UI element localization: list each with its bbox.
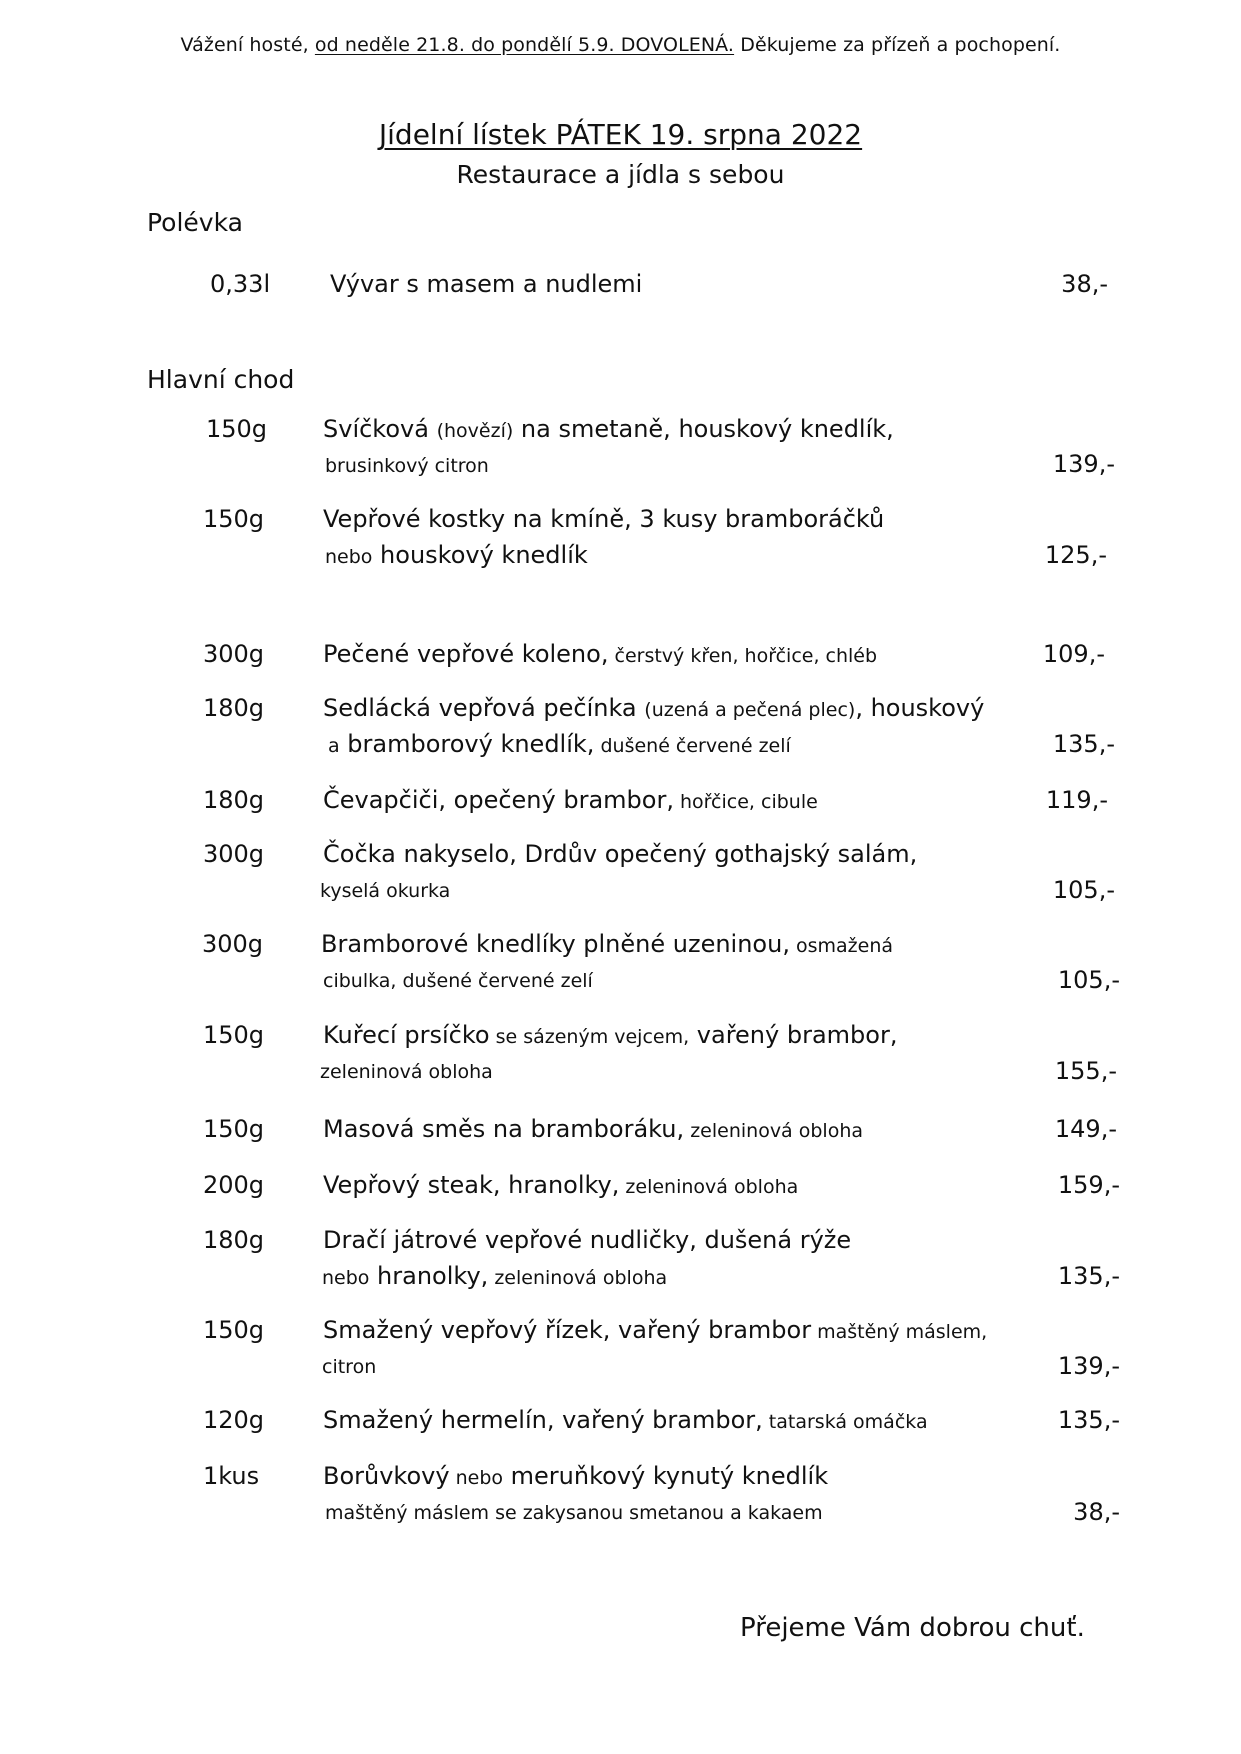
item-line-2: maštěný máslem se zakysanou smetanou a kakaem: [325, 1502, 823, 1524]
item-line-1: [323, 1462, 828, 1490]
item-text-part: Bramborové knedlíky plněné uzeninou,: [321, 930, 790, 958]
item-price: 139,-: [1052, 450, 1115, 478]
item-text-part: Kuřecí prsíčko: [323, 1021, 490, 1049]
item-name: Vývar s masem a nudlemi: [330, 270, 643, 298]
item-qty: 180g: [203, 694, 265, 722]
item-text-part: , houskový: [855, 694, 985, 722]
item-line-1: [323, 640, 877, 668]
item-price: 139,-: [1057, 1352, 1120, 1380]
item-line-1: [323, 1316, 987, 1344]
item-text-part: Čevapčiči, opečený brambor,: [323, 786, 674, 814]
item-price: 135,-: [1052, 730, 1115, 758]
item-text-part: (hovězí): [436, 420, 514, 442]
item-price: 109,-: [1042, 640, 1105, 668]
item-line-1: Dračí játrové vepřové nudličky, dušená rýže: [323, 1226, 852, 1254]
item-qty: 150g: [203, 1316, 265, 1344]
item-text-part: na smetaně, houskový knedlík,: [513, 415, 894, 443]
item-line-1: [323, 1406, 928, 1434]
item-line-2: zeleninová obloha: [320, 1061, 493, 1083]
item-text-part: hranolky,: [369, 1262, 489, 1290]
item-line-2: [325, 541, 588, 569]
item-qty: 0,33l: [210, 270, 271, 298]
item-text-part: bramborový knedlík,: [339, 730, 595, 758]
item-text-part: Masová směs na bramboráku,: [323, 1115, 685, 1143]
item-qty: 150g: [203, 1115, 265, 1143]
item-line-2: cibulka, dušené červené zelí: [323, 970, 593, 992]
item-line-2: brusinkový citron: [325, 455, 489, 477]
item-price: 105,-: [1052, 876, 1115, 904]
item-price: 105,-: [1057, 966, 1120, 994]
item-text-part: Smažený vepřový řízek, vařený brambor: [323, 1316, 812, 1344]
soup-heading: Polévka: [147, 208, 243, 237]
item-line-1: [323, 1021, 897, 1049]
item-text-part: osmažená: [789, 935, 894, 957]
item-line-1: [321, 930, 893, 958]
item-qty: 150g: [203, 505, 265, 533]
notice-pre: Vážení hosté,: [180, 34, 315, 56]
item-text-part: zeleninová obloha: [488, 1267, 668, 1289]
notice-post: Děkujeme za přízeň a pochopení.: [734, 34, 1061, 56]
item-line-2: [322, 1262, 667, 1290]
item-text-part: zeleninová obloha: [619, 1176, 799, 1198]
item-text-part: nebo: [325, 546, 373, 568]
item-text-part: tatarská omáčka: [762, 1411, 928, 1433]
item-text-part: houskový knedlík: [372, 541, 588, 569]
item-text-part: meruňkový kynutý knedlík: [503, 1462, 829, 1490]
item-price: 135,-: [1057, 1262, 1120, 1290]
item-text-part: nebo: [449, 1467, 504, 1489]
item-qty: 150g: [206, 415, 268, 443]
item-price: 159,-: [1057, 1171, 1120, 1199]
item-text-part: (uzená a pečená plec): [644, 699, 856, 721]
item-text-part: se sázeným vejcem,: [489, 1026, 690, 1048]
item-qty: 300g: [203, 640, 265, 668]
item-text-part: Borůvkový: [323, 1462, 450, 1490]
item-text-part: maštěný máslem,: [811, 1321, 988, 1343]
item-line-1: [323, 1171, 798, 1199]
item-line-2: kyselá okurka: [320, 880, 451, 902]
item-qty: 1kus: [203, 1462, 260, 1490]
item-text-part: a: [328, 735, 340, 757]
item-price: 149,-: [1054, 1115, 1117, 1143]
item-line-1: Čočka nakyselo, Drdův opečený gothajský salám,: [323, 840, 918, 868]
item-text-part: vařený brambor,: [689, 1021, 898, 1049]
item-line-1: Vepřové kostky na kmíně, 3 kusy bramboráčků: [323, 505, 885, 533]
item-line-2: [328, 730, 791, 758]
main-heading: Hlavní chod: [147, 365, 295, 394]
closing-wish: Přejeme Vám dobrou chuť.: [740, 1613, 1085, 1643]
item-line-1: [323, 1115, 863, 1143]
item-text-part: Svíčková: [323, 415, 437, 443]
item-price: 125,-: [1044, 541, 1107, 569]
notice-dates: od neděle 21.8. do pondělí 5.9. DOVOLENÁ.: [314, 34, 735, 56]
item-line-2: citron: [322, 1356, 377, 1378]
item-text-part: Vepřový steak, hranolky,: [323, 1171, 620, 1199]
item-text-part: dušené červené zelí: [594, 735, 791, 757]
menu-subtitle: Restaurace a jídla s sebou: [456, 160, 785, 189]
item-text-part: hořčice, cibule: [673, 791, 818, 813]
item-price: 38,-: [1061, 270, 1108, 298]
item-qty: 300g: [202, 930, 264, 958]
item-price: 155,-: [1054, 1057, 1117, 1085]
item-line-1: [323, 694, 984, 722]
item-qty: 150g: [203, 1021, 265, 1049]
closure-notice: [0, 34, 1241, 56]
item-text-part: Sedlácká vepřová pečínka: [323, 694, 645, 722]
item-text-part: čerstvý křen, hořčice, chléb: [608, 645, 878, 667]
item-price: 135,-: [1057, 1406, 1120, 1434]
item-text-part: Smažený hermelín, vařený brambor,: [323, 1406, 763, 1434]
item-price: 38,-: [1073, 1498, 1120, 1526]
item-qty: 180g: [203, 1226, 265, 1254]
item-qty: 120g: [203, 1406, 265, 1434]
item-qty: 300g: [203, 840, 265, 868]
item-qty: 180g: [203, 786, 265, 814]
item-text-part: Pečené vepřové koleno,: [323, 640, 609, 668]
item-line-1: [323, 415, 894, 443]
item-text-part: zeleninová obloha: [684, 1120, 864, 1142]
menu-title-text: Jídelní lístek PÁTEK 19. srpna 2022: [378, 118, 863, 151]
item-text-part: nebo: [322, 1267, 370, 1289]
menu-title: [0, 118, 1241, 151]
item-qty: 200g: [203, 1171, 265, 1199]
item-price: 119,-: [1045, 786, 1108, 814]
item-line-1: [323, 786, 818, 814]
